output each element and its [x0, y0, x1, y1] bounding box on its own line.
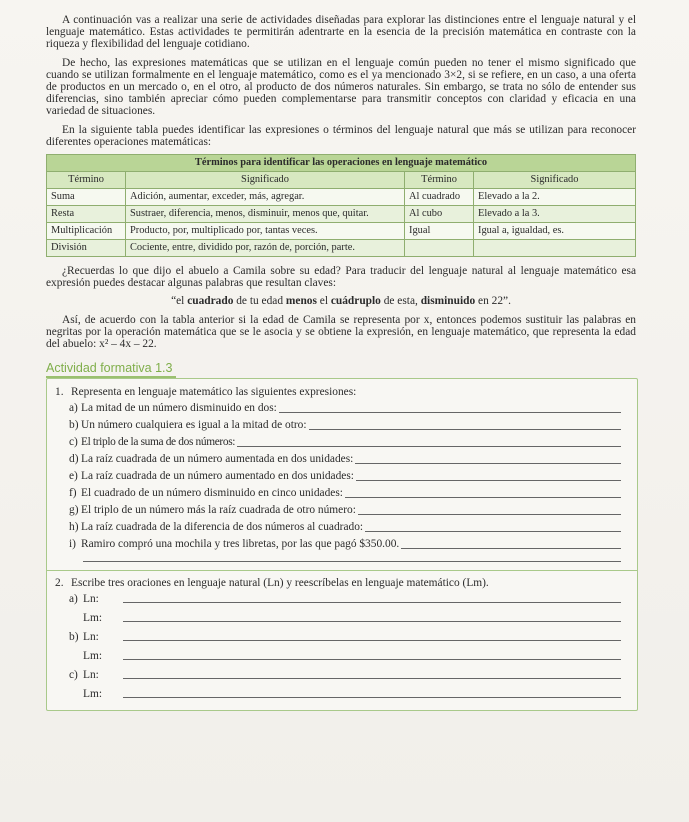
operations-terms-table — [46, 154, 636, 257]
header-term-1: Término — [47, 172, 126, 189]
item-text: La raíz cuadrada de un número aumentada en dos unidades: — [81, 453, 354, 466]
question-2 — [55, 577, 629, 589]
activity-box — [46, 378, 638, 710]
answer-line[interactable] — [123, 668, 621, 679]
exercise-item — [69, 436, 629, 449]
table-cell: Elevado a la 3. — [474, 206, 636, 223]
table-cell — [405, 240, 474, 257]
item-text: El triplo de un número más la raíz cuadrada de otro número: — [81, 504, 356, 517]
answer-line[interactable] — [279, 402, 621, 413]
question-text: Representa en lenguaje matemático las siguientes expresiones: — [71, 386, 357, 399]
exercise-item — [69, 538, 629, 551]
table-cell: Igual a, igualdad, es. — [474, 223, 636, 240]
table-header-row — [47, 172, 636, 189]
answer-line[interactable] — [309, 419, 621, 430]
page-content — [46, 14, 636, 711]
story-paragraph-2: Así, de acuerdo con la tabla anterior si la edad de Camila se representa por x, entonces podemos sustituir las palabras en negritas por la operación matemática que se le asocia y se obtiene la expresión, en lenguaje matemático, que representa la edad del abuelo: x² – 4x – 22. — [46, 313, 636, 351]
quote-text: el — [316, 295, 331, 308]
quote-text: en 22”. — [475, 295, 511, 308]
question-1 — [55, 386, 629, 398]
table-row — [47, 206, 636, 223]
exercise-item — [69, 402, 629, 415]
item-text: El cuadrado de un número disminuido en cinco unidades: — [81, 487, 343, 500]
item-label: b) — [69, 419, 79, 432]
table-cell: Suma — [47, 189, 126, 206]
intro-paragraph-3: En la siguiente tabla puedes identificar las expresiones o términos del lenguaje natural que más se utilizan para reconocer diferentes operaciones matemáticas: — [46, 123, 636, 148]
answer-line[interactable] — [365, 521, 621, 532]
quote-text: “el — [171, 295, 188, 308]
lm-row — [83, 611, 629, 624]
answer-line[interactable] — [355, 453, 621, 464]
table-cell: Cociente, entre, dividido por, razón de, porción, parte. — [126, 240, 405, 257]
item-label: d) — [69, 453, 79, 466]
table-cell: Resta — [47, 206, 126, 223]
exercise-item — [69, 470, 629, 483]
item-label: a) — [69, 402, 78, 415]
table-row — [47, 189, 636, 206]
answer-line[interactable] — [83, 555, 621, 562]
answer-line[interactable] — [123, 592, 621, 603]
lm-label: Lm: — [83, 611, 102, 624]
item-label: c) — [69, 436, 78, 449]
table-cell: Producto, por, multiplicado por, tantas veces. — [126, 223, 405, 240]
exercise-item — [69, 521, 629, 534]
table-cell: División — [47, 240, 126, 257]
question-number: 2. — [55, 576, 64, 589]
question-number: 1. — [55, 386, 64, 399]
quote-keyword: cuádruplo — [330, 295, 381, 308]
answer-line[interactable] — [123, 630, 621, 641]
item-text: Un número cualquiera es igual a la mitad de otro: — [81, 419, 307, 432]
item-label: b) — [69, 630, 79, 643]
table-row — [47, 240, 636, 257]
table-cell: Adición, aumentar, exceder, más, agregar. — [126, 189, 405, 206]
exercise-item — [69, 453, 629, 466]
quote-keyword: disminuido — [420, 295, 476, 308]
item-text: La mitad de un número disminuido en dos: — [81, 402, 277, 415]
table-cell: Igual — [405, 223, 474, 240]
item-text: La raíz cuadrada de un número aumentado en dos unidades: — [81, 470, 354, 483]
section-divider — [47, 570, 637, 571]
story-paragraph-1: ¿Recuerdas lo que dijo el abuelo a Camila sobre su edad? Para traducir del lenguaje natural al lenguaje matemático esa expresión puedes destacar algunas palabras que resultan claves: — [46, 265, 636, 290]
question-text: Escribe tres oraciones en lenguaje natural (Ln) y reescríbelas en lenguaje matemático (Lm). — [71, 576, 489, 589]
answer-line[interactable] — [401, 538, 621, 549]
table-cell: Sustraer, diferencia, menos, disminuir, menos que, quitar. — [126, 206, 405, 223]
table-cell — [474, 240, 636, 257]
table-row — [47, 223, 636, 240]
exercise-item — [69, 419, 629, 432]
item-label: f) — [69, 487, 77, 500]
answer-line[interactable] — [123, 611, 621, 622]
lm-row — [83, 687, 629, 700]
header-meaning-1: Significado — [126, 172, 405, 189]
item-text: La raíz cuadrada de la diferencia de dos números al cuadrado: — [81, 521, 364, 534]
quote-text: de tu edad — [233, 295, 286, 308]
header-meaning-2: Significado — [474, 172, 636, 189]
lm-label: Lm: — [83, 649, 102, 662]
answer-line[interactable] — [237, 436, 621, 447]
table-cell: Elevado a la 2. — [474, 189, 636, 206]
item-text: Ramiro compró una mochila y tres libretas, por las que pagó $350.00. — [81, 538, 400, 551]
table-cell: Al cuadrado — [405, 189, 474, 206]
activity-title: Actividad formativa 1.3 — [46, 362, 176, 378]
intro-paragraph-2: De hecho, las expresiones matemáticas que se utilizan en el lenguaje común pueden no tener el mismo significado que cuando se utilizan formalmente en el lenguaje matemático, como es el ya mencionado 3×2, si se refiere, en un caso, a una oferta de productos en un mercado o, en el otro, al producto de dos números naturales. Sin embargo, se trata no sólo de entender sus diferencias, sino también apreciar cómo pueden complementarse para transmitir conceptos con claridad y eficacia en una variedad de situaciones. — [46, 56, 636, 118]
ln-row — [69, 668, 629, 681]
item-label: i) — [69, 538, 76, 551]
answer-line[interactable] — [123, 649, 621, 660]
answer-line[interactable] — [123, 687, 621, 698]
grandfather-quote — [46, 295, 636, 307]
intro-paragraph-1: A continuación vas a realizar una serie de actividades diseñadas para explorar las distinciones entre el lenguaje natural y el lenguaje matemático. Estas actividades te permitirán adentrarte en la esencia de la precisión matemática en contraste con la riqueza y flexibilidad del lenguaje cotidiano. — [46, 14, 636, 51]
ln-row — [69, 592, 629, 605]
lm-row — [83, 649, 629, 662]
item-label: h) — [69, 521, 79, 534]
item-label: c) — [69, 668, 78, 681]
ln-label: Ln: — [83, 668, 99, 681]
item-label: a) — [69, 592, 78, 605]
item-label: e) — [69, 470, 78, 483]
answer-line[interactable] — [358, 504, 621, 515]
exercise-item — [69, 487, 629, 500]
table-cell: Al cubo — [405, 206, 474, 223]
item-text: El triplo de la suma de dos números: — [81, 436, 236, 449]
quote-keyword: cuadrado — [187, 295, 234, 308]
ln-label: Ln: — [83, 592, 99, 605]
header-term-2: Término — [405, 172, 474, 189]
lm-label: Lm: — [83, 687, 102, 700]
ln-row — [69, 630, 629, 643]
exercise-item — [69, 504, 629, 517]
answer-line[interactable] — [356, 470, 621, 481]
quote-text: de esta, — [380, 295, 421, 308]
ln-label: Ln: — [83, 630, 99, 643]
quote-keyword: menos — [285, 295, 317, 308]
table-caption: Términos para identificar las operaciones en lenguaje matemático — [47, 155, 636, 172]
table-cell: Multiplicación — [47, 223, 126, 240]
answer-line[interactable] — [345, 487, 621, 498]
item-label: g) — [69, 504, 79, 517]
